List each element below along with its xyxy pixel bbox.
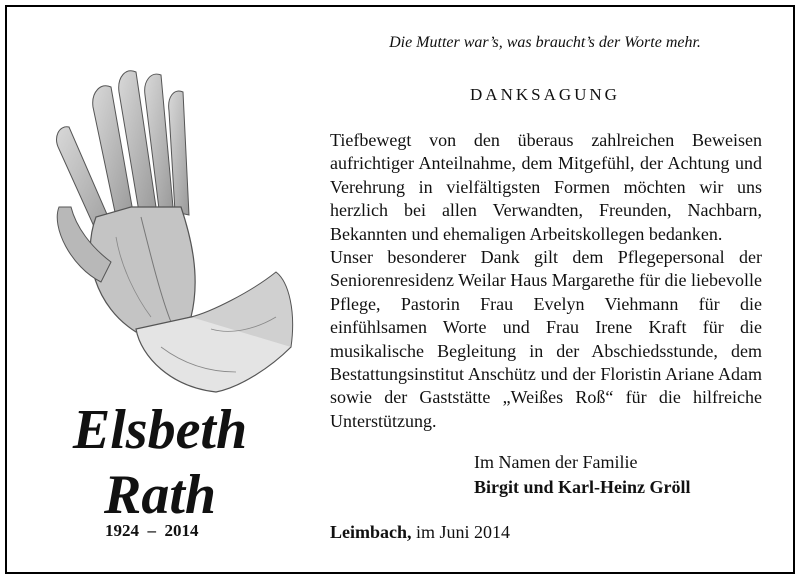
birth-year: 1924 [105, 521, 139, 540]
deceased-first-name: Elsbeth [72, 399, 248, 461]
place-date [330, 522, 510, 543]
heading: DANKSAGUNG [470, 85, 620, 104]
signature-names: Birgit und Karl-Heinz Gröll [474, 477, 691, 497]
signature-intro: Im Namen der Familie [474, 452, 638, 472]
place: Leimbach, [330, 522, 412, 542]
deceased-last-name: Rath [103, 464, 217, 526]
death-year: 2014 [164, 521, 199, 540]
motto: Die Mutter war’s, was braucht’s der Worte mehr. [389, 34, 701, 51]
paragraph-special-thanks: Unser besonderer Dank gilt dem Pflegepersonal der Seniorenresidenz Weilar Haus Margarethe für die liebevolle Pflege, Pastorin Frau Evelyn Viehmann für die einfühlsamen Worte und Frau Irene Kraft für die musikalische Begleitung in der Abschiedsstunde, dem Bestattungsinstitut Anschütz und der Floristin Ariane Adam sowie der Gaststätte „Weißes Roß“ für die hilfreiche Unterstützung. [330, 247, 762, 431]
date-dash: – [147, 521, 156, 540]
left-column [5, 5, 310, 570]
signature [474, 450, 691, 500]
date: im Juni 2014 [416, 522, 511, 542]
body-text [330, 129, 762, 433]
life-dates [105, 521, 199, 541]
paragraph-thanks: Tiefbewegt von den überaus zahlreichen Beweisen aufrichtiger Anteilnahme, dem Mitgefühl, der Achtung und Verehrung in vielfältigsten Formen möchten wir uns herzlich bei allen Verwandten, Freunden, Nachbarn, Bekannten und ehemaligen Arbeitskollegen bedanken. [330, 130, 762, 244]
praying-hands-icon [41, 67, 303, 397]
